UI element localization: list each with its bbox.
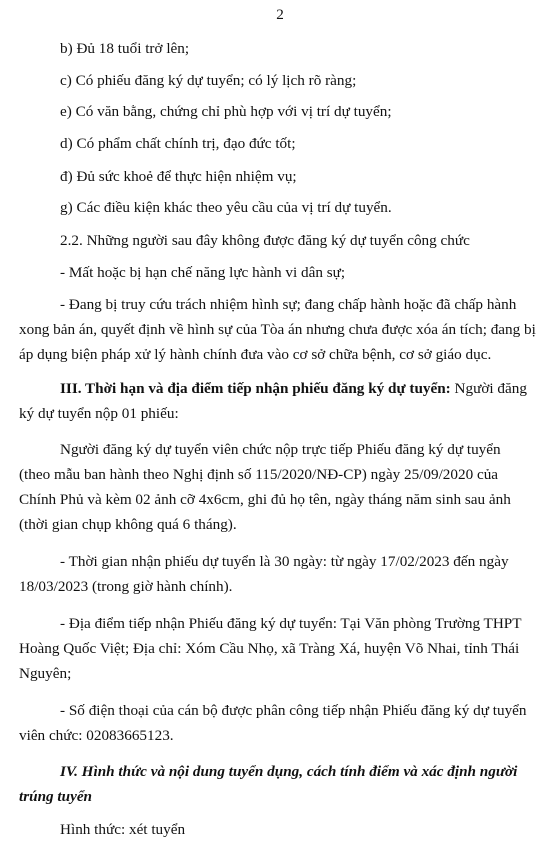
condition-dd: đ) Đủ sức khoẻ để thực hiện nhiệm vụ; xyxy=(60,168,297,185)
section-3-heading-tail: Người đăng xyxy=(450,380,527,397)
section-3-para-1-line-2: (theo mẫu ban hành theo Nghị định số 115/2020/NĐ-CP) ngày 25/09/2020 của xyxy=(19,466,499,483)
section-3-para-3-line-2: Hoàng Quốc Việt; Địa chỉ: Xóm Cầu Nhọ, xã Tràng Xá, huyện Võ Nhai, tỉnh Thái xyxy=(19,640,520,657)
section-3-para-1-line-4: (thời gian chụp không quá 6 tháng). xyxy=(19,516,237,533)
condition-g: g) Các điều kiện khác theo yêu cầu của vị trí dự tuyển. xyxy=(60,199,392,216)
section-4-form-line: Hình thức: xét tuyển xyxy=(60,821,186,838)
section-3-para-3-line-3: Nguyên; xyxy=(19,665,72,682)
section-4-heading-line-2: trúng tuyển xyxy=(19,788,93,805)
section-2-2-item-2-line-3: áp dụng biện pháp xử lý hành chính đưa vào cơ sở chữa bệnh, cơ sở giáo dục. xyxy=(19,346,492,363)
section-3-heading-line-1 xyxy=(60,381,540,396)
section-3-para-4-line-1: - Số điện thoại của cán bộ được phân công tiếp nhận Phiếu đăng ký dự tuyển xyxy=(60,702,527,719)
section-3-para-2-line-2: 18/03/2023 (trong giờ hành chính). xyxy=(19,578,233,595)
section-4-heading-line-1: IV. Hình thức và nội dung tuyển dụng, cách tính điểm và xác định người xyxy=(60,763,518,780)
section-3-para-2-line-1: - Thời gian nhận phiếu dự tuyển là 30 ngày: từ ngày 17/02/2023 đến ngày xyxy=(60,553,509,570)
condition-c: c) Có phiếu đăng ký dự tuyển; có lý lịch rõ ràng; xyxy=(60,72,357,89)
section-3-para-3-line-1: - Địa điểm tiếp nhận Phiếu đăng ký dự tuyển: Tại Văn phòng Trường THPT xyxy=(60,615,522,632)
section-2-2-item-1: - Mất hoặc bị hạn chế năng lực hành vi dân sự; xyxy=(60,264,346,281)
section-2-2-item-2-line-2: xong bản án, quyết định về hình sự của Tòa án nhưng chưa được xóa án tích; đang bị xyxy=(19,321,536,338)
condition-e: e) Có văn bằng, chứng chỉ phù hợp với vị trí dự tuyển; xyxy=(60,103,392,120)
section-3-para-4-line-2: viên chức: 02083665123. xyxy=(19,727,174,744)
section-3-para-1-line-3: Chính Phủ và kèm 02 ảnh cỡ 4x6cm, ghi đủ họ tên, ngày tháng năm sinh sau ảnh xyxy=(19,491,511,508)
condition-b: b) Đủ 18 tuổi trở lên; xyxy=(60,40,190,57)
section-3-heading-line-2: ký dự tuyển nộp 01 phiếu: xyxy=(19,405,179,422)
section-3-heading: III. Thời hạn và địa điểm tiếp nhận phiếu đăng ký dự tuyển: xyxy=(60,380,451,397)
section-2-2-title: 2.2. Những người sau đây không được đăng ký dự tuyển công chức xyxy=(60,232,470,249)
section-3-para-1-line-1: Người đăng ký dự tuyển viên chức nộp trực tiếp Phiếu đăng ký dự tuyển xyxy=(60,441,501,458)
page-number: 2 xyxy=(276,6,284,23)
section-2-2-item-2-line-1: - Đang bị truy cứu trách nhiệm hình sự; đang chấp hành hoặc đã chấp hành xyxy=(60,296,517,313)
condition-d: d) Có phẩm chất chính trị, đạo đức tốt; xyxy=(60,135,296,152)
